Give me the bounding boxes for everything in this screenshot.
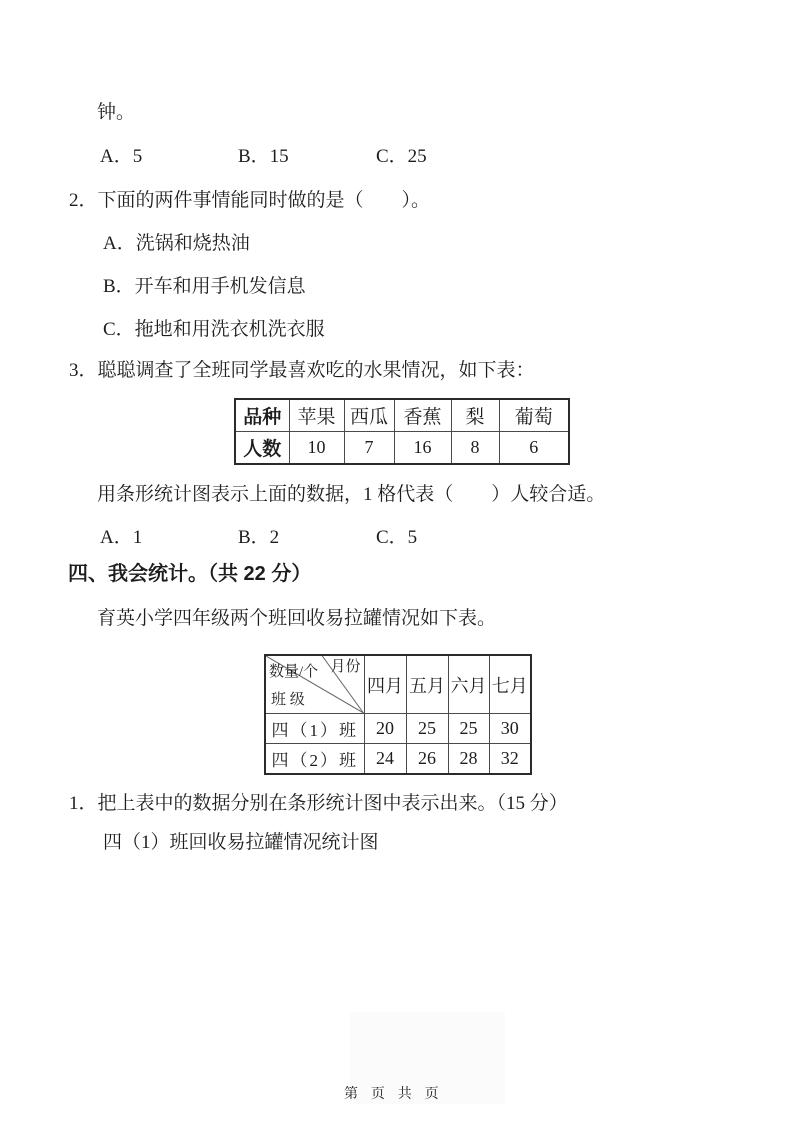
fruit-table-cell: 7	[344, 432, 394, 465]
cans-table-cell: 32	[489, 744, 531, 775]
fruit-table-header-row	[235, 399, 569, 432]
fruit-table-col-header: 苹果	[289, 399, 344, 432]
fruit-table-data-row	[235, 432, 569, 465]
cans-table-row-label: 四（1）班	[265, 714, 364, 744]
question-3-option-c: C．5	[376, 527, 418, 548]
question-3-text: 3．聪聪调查了全班同学最喜欢吃的水果情况，如下表：	[69, 360, 535, 381]
cans-table-row-class1	[265, 714, 531, 744]
cans-table-row-class2	[265, 744, 531, 775]
option-b: B．15	[238, 146, 289, 167]
cans-table-cell: 25	[448, 714, 489, 744]
fruit-table-cell: 10	[289, 432, 344, 465]
corner-class-label: 班 级	[271, 692, 305, 708]
cans-table-cell: 30	[489, 714, 531, 744]
question-tail-text: 钟。	[97, 102, 136, 123]
cans-table	[264, 654, 532, 775]
cans-table-corner-cell	[265, 655, 364, 714]
question-3-option-b: B．2	[238, 527, 280, 548]
question-2-option-c: C．拖地和用洗衣机洗衣服	[103, 319, 325, 340]
cans-table-header-row	[265, 655, 531, 714]
question-3-followup: 用条形统计图表示上面的数据，1 格代表（ ）人较合适。	[97, 484, 606, 505]
cans-table-month-header: 六月	[448, 655, 489, 714]
option-c: C．25	[376, 146, 427, 167]
cans-table-cell: 26	[406, 744, 448, 775]
corner-month-label: 月份	[330, 659, 361, 675]
cans-table-cell: 20	[364, 714, 406, 744]
chart-title: 四（1）班回收易拉罐情况统计图	[103, 832, 379, 853]
fruit-table-cell: 16	[394, 432, 451, 465]
cans-table-row-label: 四（2）班	[265, 744, 364, 775]
cans-table-month-header: 四月	[364, 655, 406, 714]
cans-table-cell: 24	[364, 744, 406, 775]
option-a: A．5	[100, 146, 143, 167]
fruit-table-cell: 8	[451, 432, 499, 465]
cans-table-month-header: 五月	[406, 655, 448, 714]
page-footer: 第 页 共 页	[344, 1085, 439, 1101]
question-2-text: 2．下面的两件事情能同时做的是（ ）。	[69, 190, 431, 211]
question-2-option-b: B．开车和用手机发信息	[103, 276, 306, 297]
question-3-option-a: A．1	[100, 527, 143, 548]
fruit-table-col-header: 葡萄	[499, 399, 569, 432]
section-4-intro: 育英小学四年级两个班回收易拉罐情况如下表。	[97, 608, 497, 629]
fruit-table-row1-label: 品种	[235, 399, 289, 432]
fruit-table-col-header: 梨	[451, 399, 499, 432]
cans-table-cell: 28	[448, 744, 489, 775]
fruit-table-row2-label: 人数	[235, 432, 289, 465]
fruit-table	[234, 398, 570, 465]
fruit-table-col-header: 西瓜	[344, 399, 394, 432]
section-4-heading: 四、我会统计。（共 22 分）	[68, 563, 312, 585]
cans-table-month-header: 七月	[489, 655, 531, 714]
fruit-table-col-header: 香蕉	[394, 399, 451, 432]
section-4-task1: 1．把上表中的数据分别在条形统计图中表示出来。（15 分）	[69, 793, 568, 814]
cans-table-cell: 25	[406, 714, 448, 744]
corner-quantity-label: 数量/个	[269, 664, 319, 680]
question-2-option-a: A．洗锅和烧热油	[103, 233, 250, 254]
fruit-table-cell: 6	[499, 432, 569, 465]
